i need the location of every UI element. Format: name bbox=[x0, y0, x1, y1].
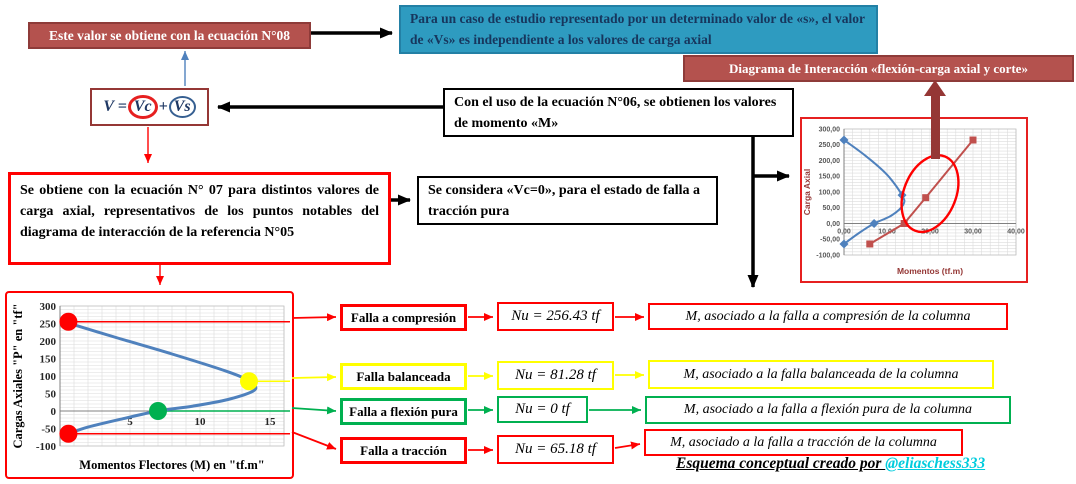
svg-text:250: 250 bbox=[39, 317, 56, 330]
interaction-diagram-title-box: Diagrama de Interacción «flexión-carga axial y corte» bbox=[683, 55, 1074, 82]
svg-text:50: 50 bbox=[44, 387, 56, 400]
svg-text:200: 200 bbox=[39, 335, 56, 348]
svg-text:15: 15 bbox=[264, 415, 275, 428]
svg-text:300,00: 300,00 bbox=[818, 126, 840, 134]
falla-flexion-pura-label-box: Falla a flexión pura bbox=[340, 398, 467, 425]
vc-term-red-circle: Vc bbox=[128, 95, 158, 119]
svg-text:Momentos Flectores (M) en "tf: Momentos Flectores (M) en "tf.m" bbox=[78, 457, 265, 472]
svg-text:0,00: 0,00 bbox=[837, 228, 851, 236]
svg-text:40,00: 40,00 bbox=[1007, 228, 1025, 236]
svg-text:20,00: 20,00 bbox=[921, 228, 939, 236]
svg-text:200,00: 200,00 bbox=[818, 157, 840, 165]
equation-07-note-box: Se obtiene con la ecuación N° 07 para distintos valores de carga axial, representativos de los puntos notables del diagrama de interacción de la referencia N°05 bbox=[8, 172, 391, 265]
svg-text:0: 0 bbox=[50, 405, 56, 418]
svg-text:100: 100 bbox=[39, 370, 56, 383]
vs-term-blue-circle: Vs bbox=[169, 96, 196, 118]
nu-balanceada-value-box: Nu = 81.28 tf bbox=[497, 361, 614, 390]
svg-text:50,00: 50,00 bbox=[822, 205, 840, 213]
svg-text:Momentos (tf.m): Momentos (tf.m) bbox=[896, 266, 964, 276]
equation-lhs: V = bbox=[103, 98, 127, 115]
svg-text:10: 10 bbox=[194, 415, 205, 428]
vc-zero-note-box: Se considera «Vc=0», para el estado de falla a tracción pura bbox=[417, 176, 718, 225]
equation-08-note-box: Este valor se obtiene con la ecuación N°08 bbox=[28, 22, 311, 49]
credit-line bbox=[676, 455, 985, 473]
equation-plus: + bbox=[158, 98, 168, 115]
svg-text:5: 5 bbox=[126, 415, 133, 428]
nu-traccion-value-box: Nu = 65.18 tf bbox=[497, 435, 614, 464]
falla-traccion-label-box: Falla a tracción bbox=[340, 437, 467, 464]
m-flexion-pura-note-box: M, asociado a la falla a flexión pura de la columna bbox=[645, 396, 1011, 424]
m-compresion-note-box: M, asociado a la falla a compresión de la columna bbox=[648, 303, 1008, 330]
interaction-diagram-chart-small bbox=[800, 117, 1028, 283]
m-balanceada-note-box: M, asociado a la falla balanceada de la columna bbox=[648, 360, 994, 389]
svg-text:-50,00: -50,00 bbox=[820, 236, 840, 244]
svg-text:30,00: 30,00 bbox=[964, 228, 982, 236]
interaction-diagram-chart-large bbox=[5, 291, 294, 479]
svg-text:100,00: 100,00 bbox=[818, 189, 840, 197]
svg-text:300: 300 bbox=[39, 300, 56, 313]
credit-handle-link[interactable]: @eliaschess333 bbox=[885, 455, 986, 472]
svg-text:0,00: 0,00 bbox=[826, 220, 840, 228]
equation-06-note-box: Con el uso de la ecuación N°06, se obtienen los valores de momento «M» bbox=[443, 88, 794, 137]
interaction-chart-svg bbox=[8, 294, 292, 477]
svg-text:150,00: 150,00 bbox=[818, 173, 840, 181]
falla-balanceada-label-box: Falla balanceada bbox=[340, 363, 467, 390]
svg-text:-100: -100 bbox=[35, 440, 56, 453]
svg-text:Cargas Axiales "P" en "tf": Cargas Axiales "P" en "tf" bbox=[10, 302, 25, 449]
nu-flexion-pura-value-box: Nu = 0 tf bbox=[497, 396, 588, 423]
up-arrow-icon bbox=[924, 80, 946, 96]
credit-text: Esquema conceptual creado por bbox=[676, 455, 886, 472]
nu-compresion-value-box: Nu = 256.43 tf bbox=[497, 302, 614, 331]
shear-equation-box bbox=[90, 88, 209, 126]
svg-text:250,00: 250,00 bbox=[818, 142, 840, 150]
svg-text:-100,00: -100,00 bbox=[816, 252, 840, 260]
svg-text:Carga Axial: Carga Axial bbox=[802, 168, 812, 216]
falla-compresion-label-box: Falla a compresión bbox=[340, 304, 467, 331]
m-traccion-note-box: M, asociado a la falla a tracción de la columna bbox=[644, 429, 963, 456]
up-arrow-shaft bbox=[931, 95, 940, 159]
svg-text:-50: -50 bbox=[40, 422, 56, 435]
svg-text:150: 150 bbox=[39, 352, 56, 365]
shear-interaction-chart-svg bbox=[802, 119, 1026, 281]
vs-independence-note-box: Para un caso de estudio representado por un determinado valor de «s», el valor de «Vs» es independiente a los valores de carga axial bbox=[399, 5, 878, 54]
svg-text:10,00: 10,00 bbox=[878, 228, 896, 236]
